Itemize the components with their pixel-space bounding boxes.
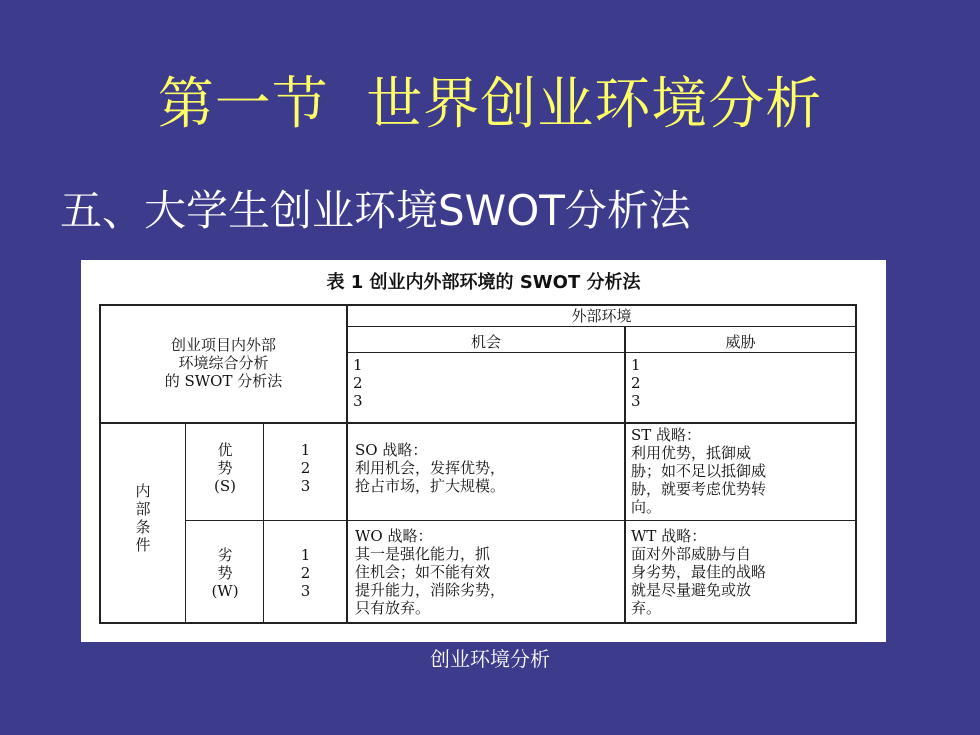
swot-table: [99, 304, 857, 624]
divider: [346, 306, 348, 622]
wt-strategy: WT 战略： 面对外部威胁与自 身劣势，最佳的战略 就是尽量避免或放 弃。: [631, 527, 767, 617]
opportunity-items: 1 2 3: [353, 356, 363, 410]
st-strategy: ST 战略： 利用优势，抵御威 胁；如不足以抵御威 胁，就要考虑优势转 向。: [631, 426, 767, 516]
weakness-label: 劣 势 (W): [211, 546, 239, 600]
divider: [101, 422, 855, 424]
external-header: 外部环境: [571, 307, 632, 325]
threat-items: 1 2 3: [631, 356, 641, 410]
so-strategy: SO 战略： 利用机会，发挥优势， 抢占市场，扩大规模。: [355, 441, 506, 495]
swot-table-image: [81, 260, 886, 642]
divider: [185, 520, 855, 521]
corner-cell: 创业项目内外部 环境综合分析 的 SWOT 分析法: [164, 336, 283, 390]
divider: [346, 352, 855, 353]
opportunity-header: 机会: [470, 333, 501, 351]
threat-header: 威胁: [725, 333, 756, 351]
table-caption: 表 1 创业内外部环境的 SWOT 分析法: [326, 272, 641, 293]
divider: [185, 422, 186, 622]
slide-subtitle: 五、大学生创业环境SWOT分析法: [60, 186, 691, 235]
divider: [624, 326, 626, 622]
strength-label: 优 势 (S): [214, 441, 236, 495]
slide-title: 第一节 世界创业环境分析: [157, 72, 823, 137]
strength-items: 1 2 3: [300, 441, 311, 495]
divider: [263, 422, 264, 622]
wo-strategy: WO 战略： 其一是强化能力，抓 住机会；如不能有效 提升能力，消除劣势， 只有放弃。: [355, 527, 506, 617]
slide-caption: 创业环境分析: [430, 647, 550, 671]
divider: [346, 326, 855, 327]
internal-label: 内 部 条 件: [135, 482, 151, 554]
weakness-items: 1 2 3: [300, 546, 311, 600]
